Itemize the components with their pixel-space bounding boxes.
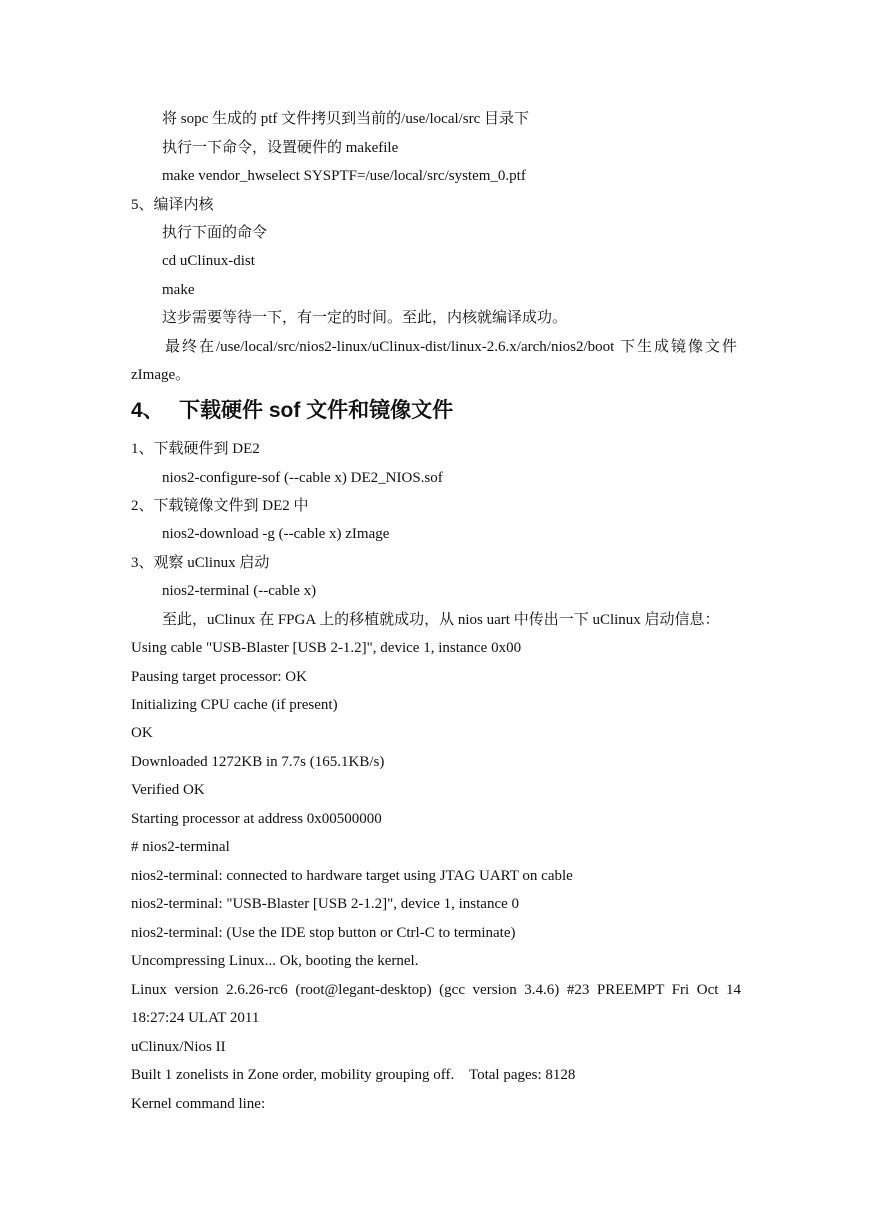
step-title: 3、观察 uClinux 启动 (131, 555, 270, 571)
text-line: 至此，uClinux 在 FPGA 上的移植就成功，从 nios uart 中传出一下 uClinux 启动信息： (162, 612, 720, 628)
log-line: Linux version 2.6.26-rc6 (root@legant-desktop) (gcc version 3.4.6) #23 PREEMPT Fri Oct 14 (131, 982, 741, 998)
log-line: Uncompressing Linux... Ok, booting the kernel. (131, 953, 419, 969)
section-title: 下载硬件 sof 文件和镜像文件 (179, 399, 454, 422)
command-line: nios2-configure-sof (--cable x) DE2_NIOS.sof (162, 470, 443, 486)
command-line: nios2-download -g (--cable x) zImage (162, 526, 390, 542)
text-line: 将 sopc 生成的 ptf 文件拷贝到当前的/use/local/src 目录下 (162, 111, 530, 127)
log-line: Using cable "USB-Blaster [USB 2-1.2]", device 1, instance 0x00 (131, 640, 522, 656)
command-line: cd uClinux-dist (162, 253, 255, 269)
log-line: 18:27:24 ULAT 2011 (131, 1010, 260, 1026)
text-line: 执行一下命令，设置硬件的 makefile (162, 140, 399, 156)
log-line: Verified OK (131, 782, 205, 798)
log-line: uClinux/Nios II (131, 1039, 226, 1055)
log-line: Kernel command line: (131, 1096, 266, 1112)
log-line: Pausing target processor: OK (131, 669, 307, 685)
text-line: 这步需要等待一下，有一定的时间。至此，内核就编译成功。 (162, 310, 568, 326)
log-line: # nios2-terminal (131, 839, 230, 855)
step-title: 5、编译内核 (131, 197, 214, 213)
log-line: nios2-terminal: connected to hardware target using JTAG UART on cable (131, 868, 573, 884)
log-line: nios2-terminal: (Use the IDE stop button or Ctrl-C to terminate) (131, 925, 516, 941)
section-heading (131, 397, 453, 425)
step-title: 1、下载硬件到 DE2 (131, 441, 260, 457)
log-line: OK (131, 725, 153, 741)
command-line: make (162, 282, 195, 298)
step-title: 2、下载镜像文件到 DE2 中 (131, 498, 309, 514)
log-line: Downloaded 1272KB in 7.7s (165.1KB/s) (131, 754, 385, 770)
section-number: 4、 (131, 399, 164, 422)
text-line: 最终在/use/local/src/nios2-linux/uClinux-dist/linux-2.6.x/arch/nios2/boot 下生成镜像文件 (165, 339, 737, 355)
text-line: zImage。 (131, 367, 191, 383)
command-line: make vendor_hwselect SYSPTF=/use/local/src/system_0.ptf (162, 168, 526, 184)
log-line: Initializing CPU cache (if present) (131, 697, 338, 713)
text-line: 执行下面的命令 (162, 225, 268, 241)
log-line: Starting processor at address 0x00500000 (131, 811, 382, 827)
log-line: Built 1 zonelists in Zone order, mobility grouping off. Total pages: 8128 (131, 1067, 576, 1083)
log-line: nios2-terminal: "USB-Blaster [USB 2-1.2]", device 1, instance 0 (131, 896, 520, 912)
command-line: nios2-terminal (--cable x) (162, 583, 317, 599)
